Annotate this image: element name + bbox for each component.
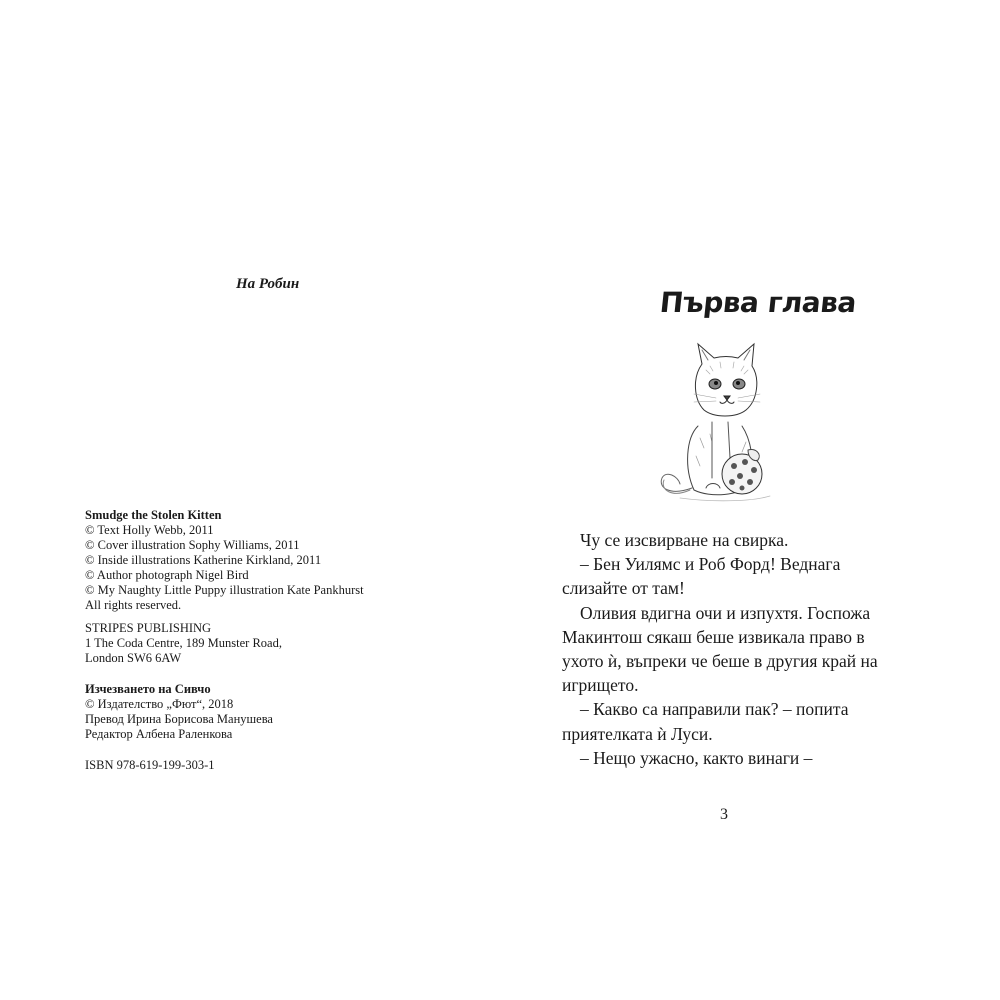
publisher-name: STRIPES PUBLISHING [85,621,212,635]
text-line: Чу се изсвирване на свирка. [580,530,789,550]
credit-line: © Издателство „Фют“, 2018 [85,697,234,711]
credit-line: © Author photograph Nigel Bird [85,568,249,582]
text-line: – Бен Уилямс и Роб Форд! Веднага [580,554,841,575]
text-line: – Нещо ужасно, както винаги – [580,747,813,768]
publisher-address: London SW6 6AW [85,651,182,665]
publisher-address: 1 The Coda Centre, 189 Munster Road, [85,636,282,650]
paragraph [562,528,892,552]
paragraph [562,552,892,600]
translator-line: Превод Ирина Борисова Манушева [85,712,273,726]
text-line: ухото ѝ, въпреки че беше в другия край на [562,651,878,672]
text-line: слизайте от там! [562,578,685,599]
text-line: приятелката ѝ Луси. [562,723,713,744]
page-number: 3 [720,806,728,823]
original-title: Smudge the Stolen Kitten [85,508,222,522]
paragraph [562,601,892,698]
translated-title: Изчезването на Сивчо [85,682,211,696]
rights-line: All rights reserved. [85,598,182,612]
imprint-block [85,508,485,773]
credit-line: © Text Holly Webb, 2011 [85,523,214,537]
text-line: Оливия вдигна очи и изпухтя. Госпожа [580,602,871,623]
isbn: ISBN 978-619-199-303-1 [85,758,215,772]
chapter-title: Първа глава [658,286,858,319]
editor-line: Редактор Албена Раленкова [85,727,233,741]
chapter-body-text [562,528,892,770]
credit-line: © My Naughty Little Puppy illustration Kate Pankhurst [85,583,364,597]
kitten-with-ball-icon [650,338,790,508]
right-page [500,0,1000,1000]
credit-line: © Inside illustrations Katherine Kirkland, 2011 [85,553,322,567]
text-line: Макинтош сякаш беше извикала право в [562,626,865,647]
dedication: На Робин [236,276,300,292]
text-line: игрището. [562,675,639,696]
text-line: – Какво са направили пак? – попита [580,699,849,720]
paragraph [562,697,892,745]
paragraph [562,746,892,770]
credit-line: © Cover illustration Sophy Williams, 2011 [85,538,300,552]
